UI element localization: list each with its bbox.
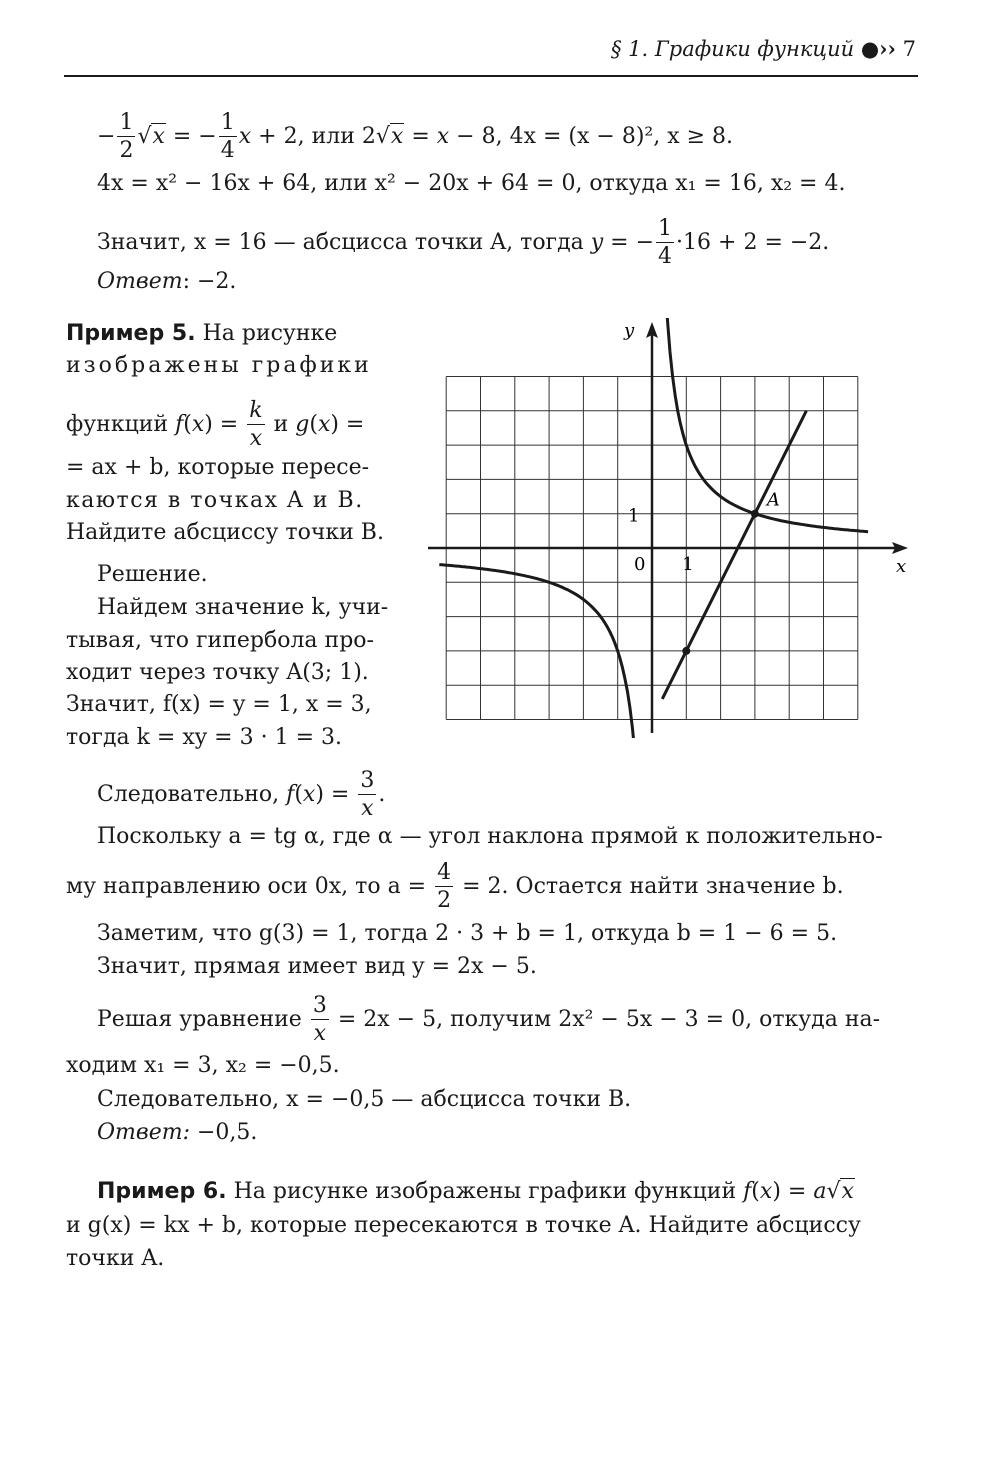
- point-a-label: A: [766, 489, 780, 511]
- therefore-line: Следовательно, f(x) = $\frac{3}{x}$ .: [97, 768, 386, 821]
- answer-line-prev: [97, 268, 236, 296]
- example6-title: Пример 6.: [97, 1179, 227, 1204]
- example5-line: = ax + b, которые пересе-: [66, 455, 370, 480]
- solution-line: ходит через точку A(3; 1).: [66, 660, 369, 685]
- example5-heading: Пример 5. На рисунке: [66, 321, 338, 346]
- solution-label: Решение.: [97, 562, 208, 587]
- example5-line: Найдите абсциссу точки B.: [66, 520, 384, 545]
- header-rule: [64, 75, 918, 77]
- body-line-equation: Решая уравнение $\frac{3}{x}$ = 2x − 5, получим 2x² − 5x − 3 = 0, откуда на-: [97, 993, 881, 1046]
- answer-label: Ответ:: [97, 1120, 190, 1145]
- body-line: Значит, прямая имеет вид y = 2x − 5.: [97, 954, 537, 979]
- equation-line-1-rest: 4x = (x − 8)², x ≥ 8.: [509, 124, 734, 149]
- solution-line: тывая, что гипербола про-: [66, 628, 374, 653]
- hyperbola-branch-positive: [662, 318, 868, 532]
- example5-line: каются в точках A и B.: [66, 488, 364, 513]
- or-word: или: [311, 124, 355, 149]
- function-graph: [420, 318, 920, 738]
- example6-line-2: и g(x) = kx + b, которые пересекаются в точке A. Найдите абсциссу: [66, 1213, 861, 1238]
- y-tick-label: 1: [628, 505, 640, 527]
- x-tick-label: 1: [682, 554, 694, 575]
- example5-title: Пример 5.: [66, 321, 196, 346]
- running-header: [611, 36, 916, 61]
- page-number: 7: [902, 37, 916, 61]
- origin-label: 0: [634, 554, 646, 575]
- solution-line: тогда k = xy = 3 · 1 = 3.: [66, 725, 342, 750]
- equation-line-2: 4x = x² − 16x + 64, или x² − 20x + 64 = 0, откуда x₁ = 16, x₂ = 4.: [97, 171, 846, 196]
- answer-label: Ответ: [97, 269, 183, 294]
- equation-line-3: Значит, x = 16 — абсцисса точки A, тогда y = − $\frac{1}{4}$ ·16 + 2 = −2.: [97, 216, 830, 269]
- example6-line-1: Пример 6. На рисунке изображены графики функций f(x) = a√x: [97, 1179, 854, 1204]
- answer-value: : −2.: [182, 269, 237, 294]
- answer-line: [97, 1119, 257, 1147]
- point-b: [682, 647, 690, 655]
- body-line: ходим x₁ = 3, x₂ = −0,5.: [66, 1053, 340, 1078]
- example6-line-3: точки A.: [66, 1246, 165, 1271]
- solution-line: Найдем значение k, учи-: [97, 595, 389, 620]
- solution-line: Значит, f(x) = y = 1, x = 3,: [66, 692, 372, 717]
- body-line: Поскольку a = tg α, где α — угол наклона прямой к положительно-: [97, 824, 883, 849]
- x-axis-label: x: [896, 556, 907, 577]
- body-line-fraction: му направлению оси 0x, то a = $\frac{4}{2}$ = 2. Остается найти значение b.: [66, 860, 844, 913]
- answer-value: −0,5.: [197, 1120, 258, 1145]
- equation-line-1: − $\frac{1}{2}$ √x = − $\frac{1}{4}$ x + 2, или 2√x = x − 8, 4x = (x − 8)², x ≥ 8.: [97, 110, 734, 163]
- example5-line-functions: функций f(x) = $\frac{k}{x}$ и g(x) =: [66, 398, 365, 451]
- y-axis-label: y: [624, 320, 635, 341]
- header-bullet-icon: ●››: [860, 36, 896, 61]
- body-line: Заметим, что g(3) = 1, тогда 2 · 3 + b = 1, откуда b = 1 − 6 = 5.: [97, 921, 838, 946]
- point-a: [751, 510, 759, 518]
- section-title: § 1. Графики функций: [610, 37, 855, 61]
- body-line: Следовательно, x = −0,5 — абсцисса точки B.: [97, 1087, 632, 1112]
- example5-line: изображены графики: [66, 353, 372, 378]
